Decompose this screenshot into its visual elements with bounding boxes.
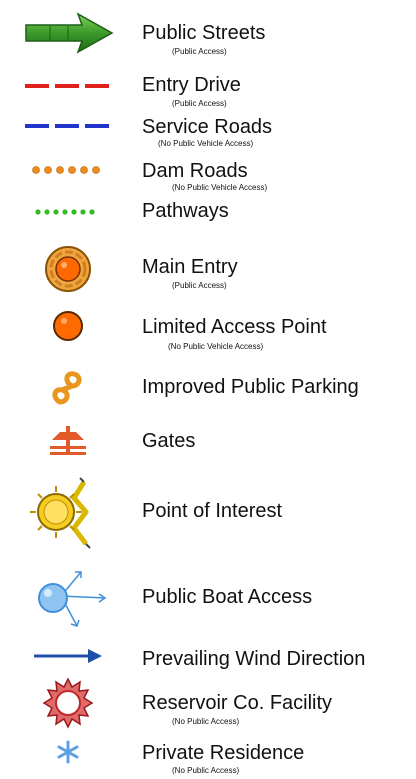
legend-item-main-entry (0, 244, 416, 296)
legend-label: Pathways (142, 200, 229, 222)
legend-note: (Public Access) (172, 47, 227, 56)
legend-label: Prevailing Wind Direction (142, 648, 366, 670)
legend-item-pathways (0, 200, 416, 228)
legend-item-entry-drive (0, 74, 416, 110)
legend-item-public-boat-access (0, 562, 416, 634)
orange-dotted-line-icon (18, 160, 118, 180)
legend-item-reservoir-co-facility (0, 678, 416, 728)
orange-dot-icon (18, 308, 118, 344)
boat-access-icon (18, 562, 118, 634)
gate-icon (18, 424, 118, 460)
legend-label: Point of Interest (142, 500, 283, 522)
main-entry-icon (18, 244, 118, 294)
parking-loop-icon (18, 368, 118, 408)
wind-arrow-icon (18, 644, 118, 668)
legend-item-private-residence (0, 734, 416, 778)
legend-item-dam-roads (0, 158, 416, 194)
legend-label: Improved Public Parking (142, 376, 359, 398)
legend-item-limited-access-point (0, 308, 416, 356)
legend-label: Service Roads (142, 116, 273, 138)
legend-note: (No Public Vehicle Access) (172, 183, 268, 192)
legend-note: (No Public Access) (172, 717, 240, 726)
legend-item-point-of-interest (0, 472, 416, 552)
red-dashed-line-icon (18, 76, 118, 96)
legend-label: Gates (142, 430, 196, 452)
legend-note: (No Public Vehicle Access) (158, 139, 254, 148)
legend-item-prevailing-wind-direction (0, 644, 416, 676)
legend-item-public-streets (0, 8, 416, 58)
legend-label: Main Entry (142, 256, 238, 278)
legend-label: Entry Drive (142, 74, 241, 96)
sun-point-icon (18, 472, 118, 552)
legend-label: Reservoir Co. Facility (142, 692, 333, 714)
legend-label: Limited Access Point (142, 316, 327, 338)
residence-star-icon (18, 734, 118, 770)
green-dotted-line-icon (18, 202, 118, 222)
legend-note: (No Public Vehicle Access) (168, 342, 264, 351)
legend-note: (Public Access) (172, 99, 227, 108)
green-arrow-icon (18, 10, 118, 56)
legend-note: (Public Access) (172, 281, 227, 290)
blue-dashed-line-icon (18, 116, 118, 136)
legend-label: Private Residence (142, 742, 305, 764)
facility-burst-icon (18, 678, 118, 728)
legend-item-gates (0, 424, 416, 460)
legend-note: (No Public Access) (172, 766, 240, 775)
legend-item-service-roads (0, 114, 416, 150)
legend-label: Public Streets (142, 22, 266, 44)
legend-label: Public Boat Access (142, 586, 313, 608)
legend-item-improved-public-parking (0, 368, 416, 408)
legend-label: Dam Roads (142, 160, 248, 182)
